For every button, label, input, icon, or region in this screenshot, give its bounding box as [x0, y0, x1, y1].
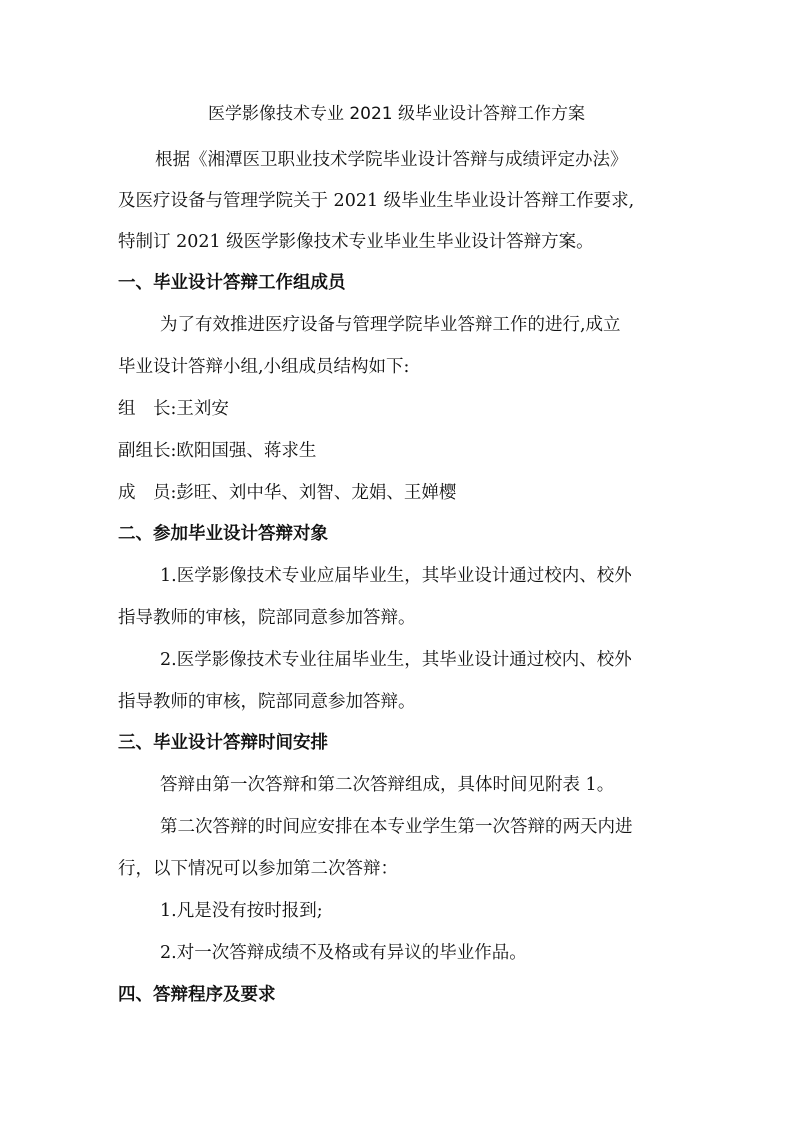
member-deputy: 副组长:欧阳国强、蒋求生: [118, 441, 317, 461]
section1-line-2: 毕业设计答辩小组,小组成员结构如下:: [118, 357, 410, 377]
section-heading-4: 四、答辩程序及要求: [118, 985, 276, 1005]
section2-line-1: 1.医学影像技术专业应届毕业生，其毕业设计通过校内、校外: [160, 566, 632, 586]
section-heading-3: 三、毕业设计答辩时间安排: [118, 733, 328, 753]
section2-line-4: 指导教师的审核，院部同意参加答辩。: [118, 692, 416, 712]
intro-line-1: 根据《湘潭医卫职业技术学院毕业设计答辩与成绩评定办法》: [155, 150, 628, 170]
member-members: 成 员:彭旺、刘中华、刘智、龙娟、王婵樱: [118, 483, 457, 503]
section3-line-3: 行，以下情况可以参加第二次答辩：: [118, 859, 398, 879]
section1-line-1: 为了有效推进医疗设备与管理学院毕业答辩工作的进行,成立: [160, 315, 621, 335]
member-leader: 组 长:王刘安: [118, 399, 229, 419]
intro-line-3: 特制订 2021 级医学影像技术专业毕业生毕业设计答辩方案。: [118, 232, 594, 252]
document-title: 医学影像技术专业 2021 级毕业设计答辩工作方案: [207, 104, 586, 124]
section3-line-5: 2.对一次答辩成绩不及格或有异议的毕业作品。: [160, 943, 527, 963]
section-heading-2: 二、参加毕业设计答辩对象: [118, 524, 328, 544]
section3-line-2: 第二次答辩的时间应安排在本专业学生第一次答辩的两天内进: [160, 817, 633, 837]
section2-line-2: 指导教师的审核，院部同意参加答辩。: [118, 608, 416, 628]
section3-line-4: 1.凡是没有按时报到;: [160, 901, 323, 921]
section3-line-1: 答辩由第一次答辩和第二次答辩组成，具体时间见附表 1。: [160, 775, 615, 795]
section2-line-3: 2.医学影像技术专业往届毕业生，其毕业设计通过校内、校外: [160, 650, 632, 670]
section-heading-1: 一、毕业设计答辩工作组成员: [118, 273, 346, 293]
intro-line-2: 及医疗设备与管理学院关于 2021 级毕业生毕业设计答辩工作要求,: [118, 191, 635, 211]
